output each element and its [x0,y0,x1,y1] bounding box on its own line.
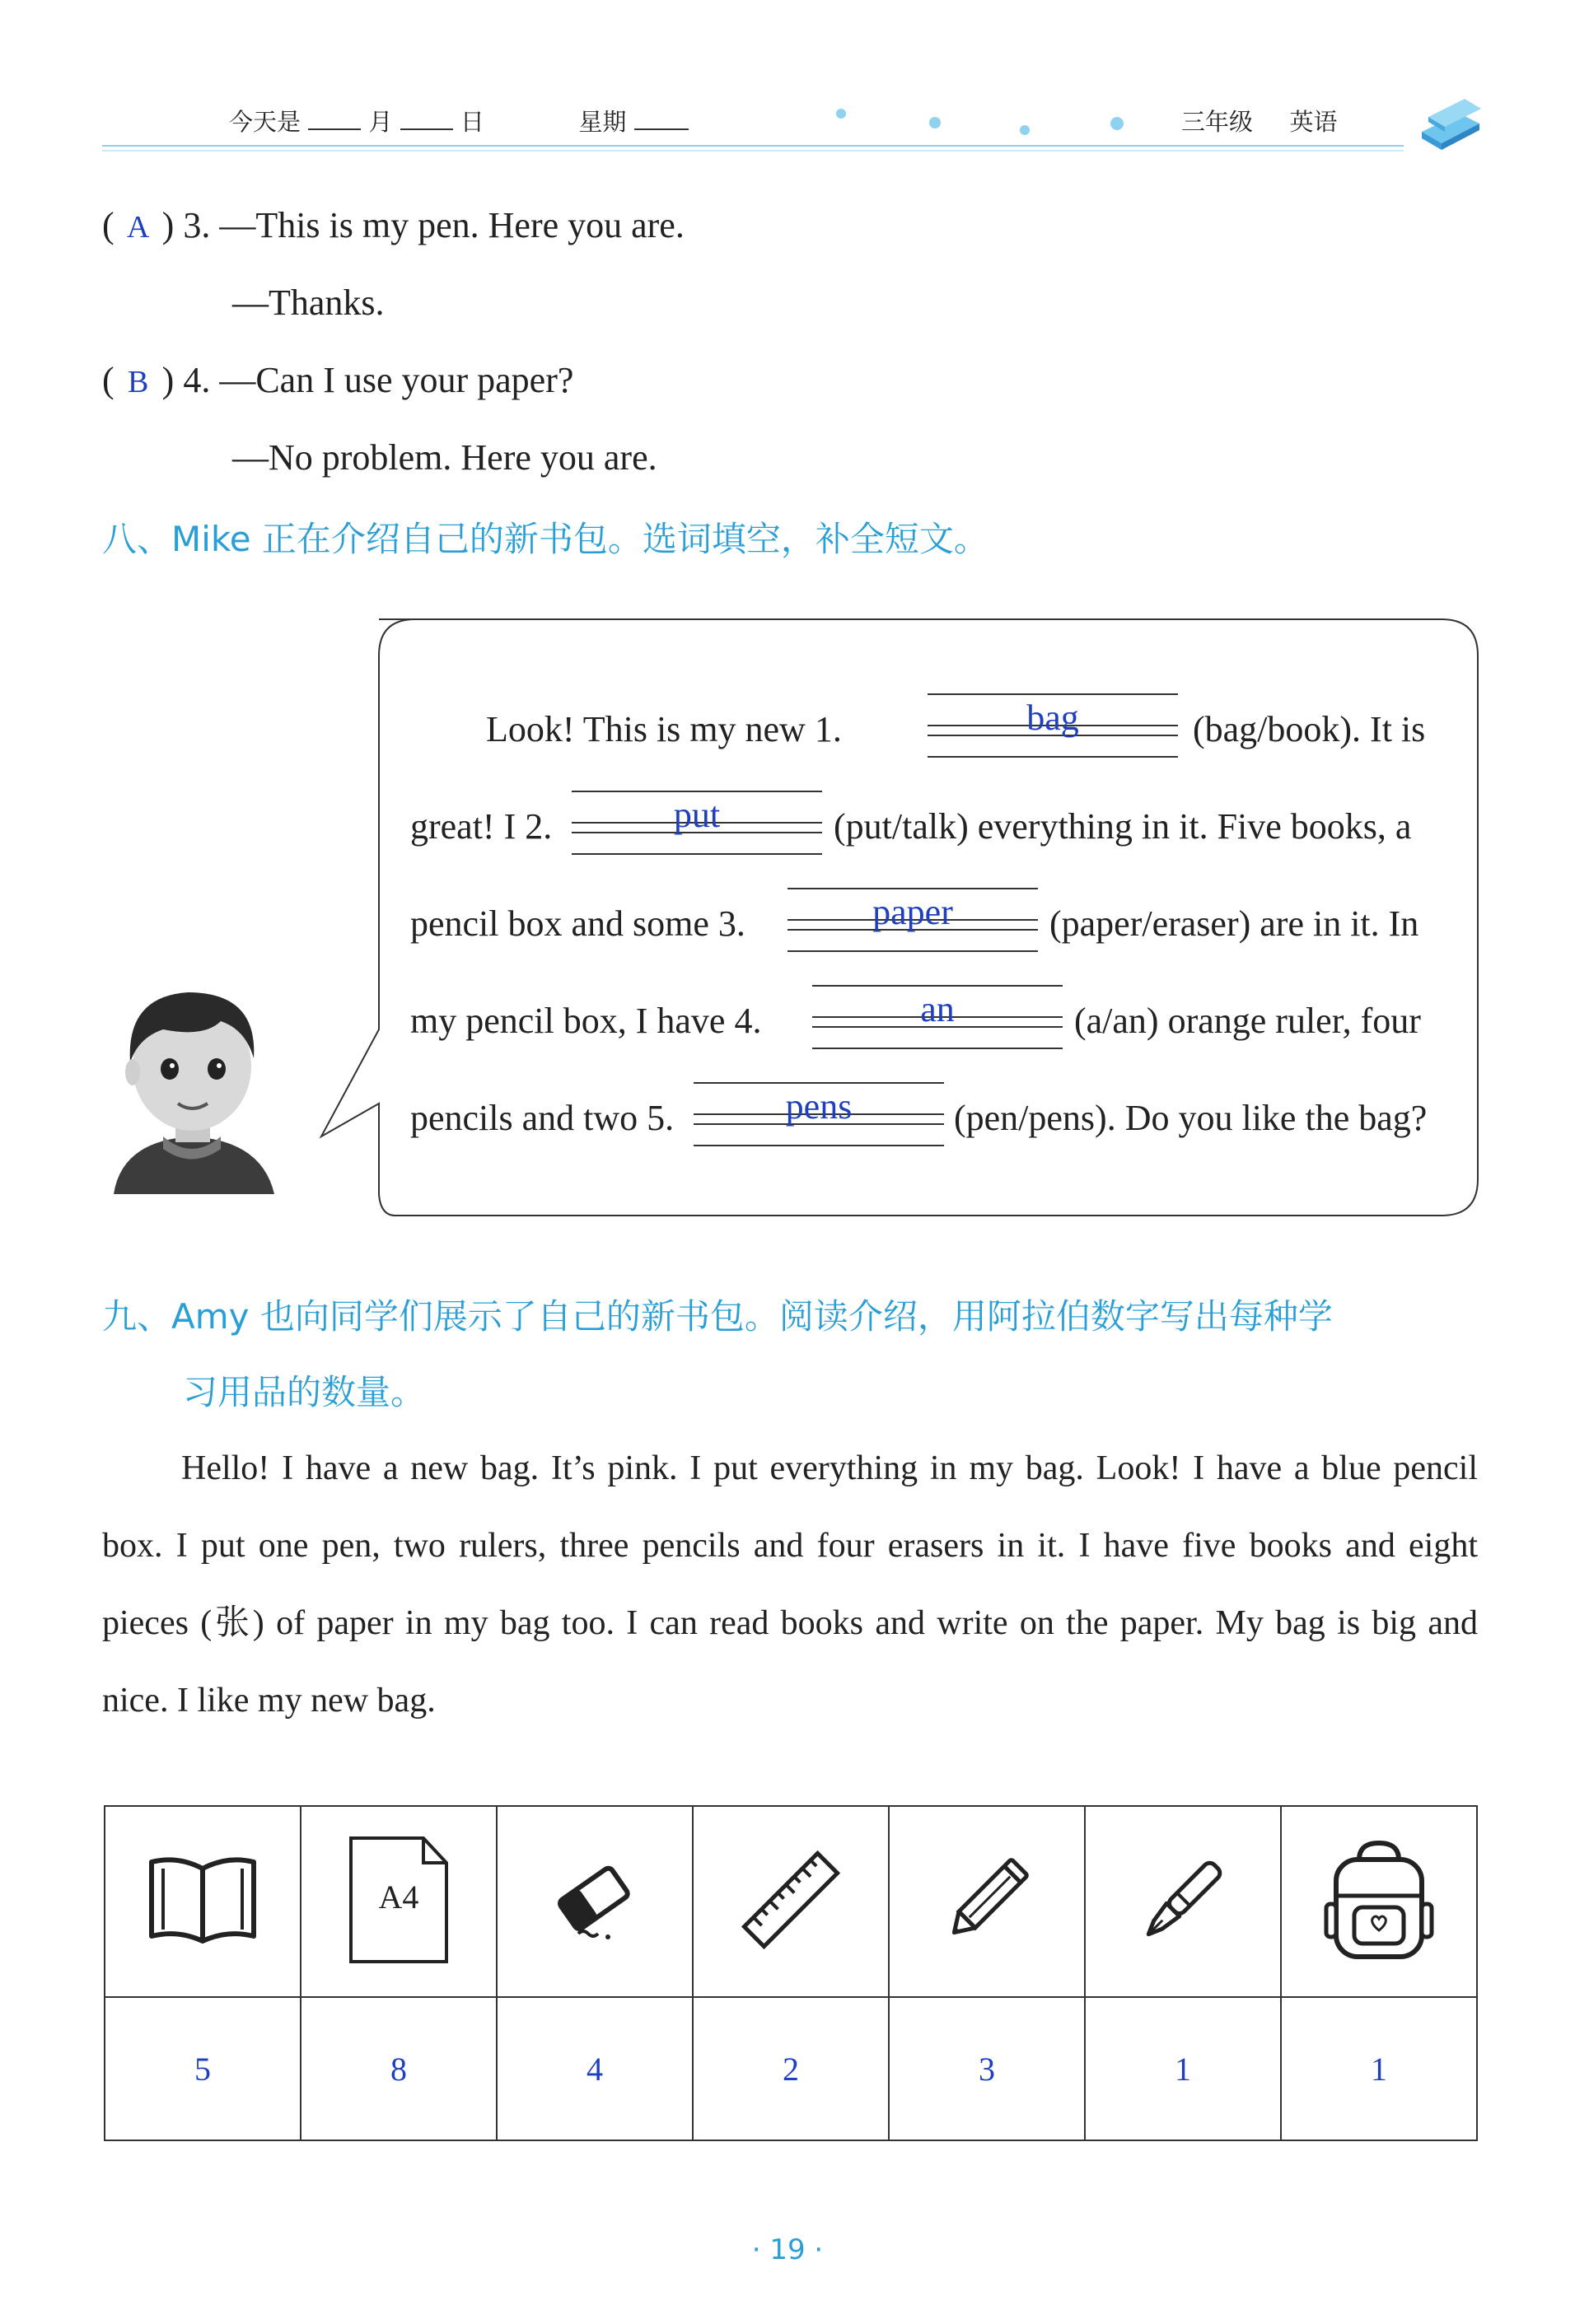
count-paper[interactable] [301,1997,497,2140]
count-paper-value: 8 [390,2050,407,2088]
fill-row-1-before: Look! This is my new 1. [486,709,842,749]
reading-passage: Hello! I have a new bag. It’s pink. I put everything in my bag. Look! I have a blue pencil box. I put one pen, two rulers, three pencils and four erasers in it. I have five books and eight pieces (张) of paper in my bag too. I can read books and write on the paper. My bag is big and nice. I like my new bag. [102,1449,1478,1720]
bag-icon [1321,1838,1437,1962]
count-ruler[interactable] [693,1997,889,2140]
header-day: 日 [460,108,484,136]
question-3-line2: —Thanks. [232,282,385,323]
count-pen[interactable] [1085,1997,1281,2140]
question-3-number: 3. [183,205,211,245]
fill-row-3-after: (paper/eraser) are in it. In [1049,903,1419,944]
cell-pencil [889,1806,1085,1997]
cell-book [105,1806,301,1997]
fill-row-5-after: (pen/pens). Do you like the bag? [954,1098,1428,1138]
header-grade: 三年级 [1181,108,1254,136]
fill-row-3-before: pencil box and some 3. [410,903,745,944]
fill-answer-5: pens [785,1086,853,1127]
question-4-line2: —No problem. Here you are. [232,437,657,478]
eraser-icon [554,1855,636,1945]
answer-4: B [127,365,149,399]
count-bag-value: 1 [1371,2050,1387,2088]
fill-answer-3: paper [872,892,953,932]
cell-paper [301,1806,497,1997]
fill-answer-1: bag [1026,698,1079,738]
fill-blank-3[interactable] [788,888,1038,954]
fill-row-5-before: pencils and two 5. [410,1098,675,1138]
fill-row-1-after: (bag/book). It is [1193,709,1426,749]
fill-row-4-after: (a/an) orange ruler, four [1074,1001,1421,1041]
fill-answer-2: put [673,795,721,835]
fill-blank-5[interactable] [694,1082,944,1148]
section-9-title-line1: 九、Amy 也向同学们展示了自己的新书包。阅读介绍，用阿拉伯数字写出每种学 [102,1296,1333,1337]
count-book-value: 5 [194,2050,211,2088]
header-subject: 英语 [1289,108,1338,136]
fill-row-2-after: (put/talk) everything in it. Five books, a [834,806,1412,847]
count-book[interactable] [105,1997,301,2140]
fill-blank-2[interactable] [572,791,822,856]
cell-bag [1281,1806,1477,1997]
paper-label: A4 [378,1878,419,1916]
count-row [105,1997,1477,2140]
header-month: 月 [368,108,393,136]
section-8-title: 八、Mike 正在介绍自己的新书包。选词填空，补全短文。 [102,519,988,559]
pen-icon [1129,1846,1236,1953]
fill-row-4-before: my pencil box, I have 4. [410,1001,762,1041]
question-3: ( A ) 3. —This is my pen. Here you are. [102,205,685,245]
cell-ruler [693,1806,889,1997]
section-9-title-line2: 习用品的数量。 [183,1372,426,1412]
count-pen-value: 1 [1175,2050,1191,2088]
fill-answer-4: an [920,989,955,1029]
header-today: 今天是 [229,108,301,136]
count-eraser-value: 4 [587,2050,603,2088]
fill-blank-4[interactable] [812,985,1063,1051]
question-4-number: 4. [183,360,211,400]
books-stack-icon [1417,89,1484,153]
count-ruler-value: 2 [783,2050,799,2088]
header-date [229,104,689,138]
icon-row [105,1806,1477,1997]
question-3-line1: —This is my pen. Here you are. [219,205,685,245]
pencil-icon [937,1850,1036,1949]
fill-blank-1[interactable] [928,693,1178,759]
fill-row-2-before: great! I 2. [410,806,553,847]
ruler-icon [737,1846,844,1953]
boy-illustration-icon [105,972,283,1194]
question-4-line1: —Can I use your paper? [219,360,574,400]
cell-eraser [497,1806,693,1997]
supplies-table [104,1805,1478,2141]
header-grade-subject [1181,104,1337,138]
question-4: ( B ) 4. —Can I use your paper? [102,360,574,400]
cell-pen [1085,1806,1281,1997]
count-bag[interactable] [1281,1997,1477,2140]
count-eraser[interactable] [497,1997,693,2140]
page-number: · 19 · [751,2233,824,2266]
answer-3: A [126,210,150,245]
header-weekday: 星期 [578,108,627,136]
count-pencil-value: 3 [979,2050,995,2088]
book-icon [145,1850,260,1949]
count-pencil[interactable] [889,1997,1085,2140]
